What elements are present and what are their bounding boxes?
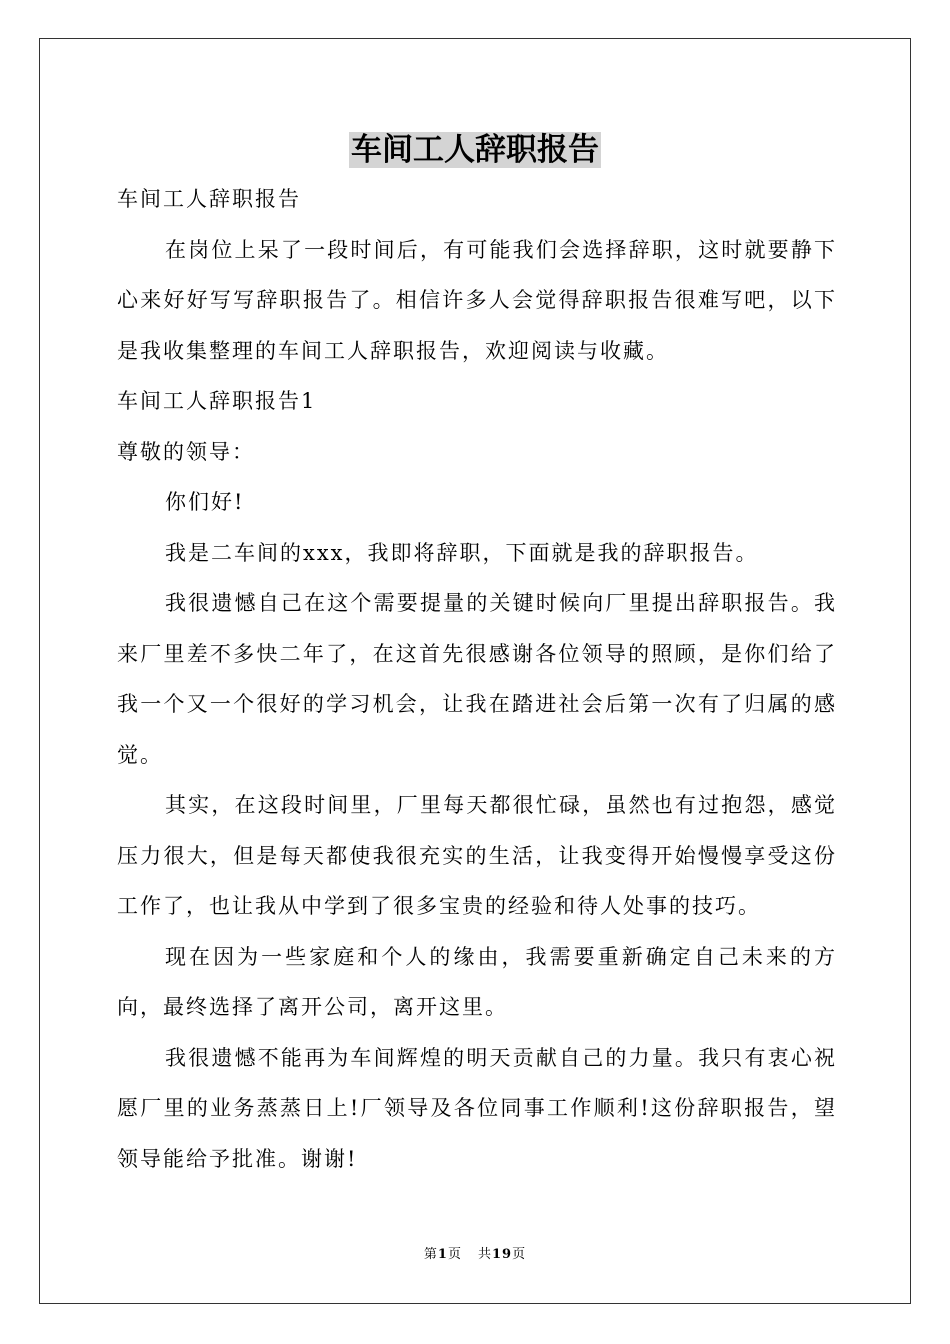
page-total: 共19页 bbox=[477, 1247, 527, 1262]
paragraph: 我是二车间的xxx，我即将辞职，下面就是我的辞职报告。 bbox=[165, 540, 759, 565]
page-footer bbox=[0, 1245, 950, 1265]
paragraph: 尊敬的领导： bbox=[117, 439, 255, 464]
document-body bbox=[117, 174, 837, 1184]
paragraph: 车间工人辞职报告 bbox=[117, 187, 301, 211]
paragraph: 车间工人辞职报告1 bbox=[117, 389, 317, 413]
document-title bbox=[0, 126, 950, 174]
paragraph: 在岗位上呆了一段时间后，有可能我们会选择辞职，这时就要静下心来好好写写辞职报告了。相信许多人会觉得辞职报告很难写吧，以下是我收集整理的车间工人辞职报告，欢迎阅读与收藏。 bbox=[117, 237, 837, 363]
document-title-text: 车间工人辞职报告 bbox=[351, 132, 599, 168]
paragraph: 我很遗憾不能再为车间辉煌的明天贡献自己的力量。我只有衷心祝愿厂里的业务蒸蒸日上!厂领导及各位同事工作顺利!这份辞职报告，望领导能给予批准。谢谢! bbox=[117, 1045, 837, 1171]
paragraph: 现在因为一些家庭和个人的缘由，我需要重新确定自己未来的方向，最终选择了离开公司，离开这里。 bbox=[117, 944, 837, 1019]
page-number: 第1页 bbox=[423, 1247, 462, 1262]
paragraph: 你们好! bbox=[165, 490, 245, 514]
paragraph: 其实，在这段时间里，厂里每天都很忙碌，虽然也有过抱怨，感觉压力很大，但是每天都使我很充实的生活，让我变得开始慢慢享受这份工作了，也让我从中学到了很多宝贵的经验和待人处事的技巧。 bbox=[117, 793, 837, 918]
paragraph: 我很遗憾自己在这个需要提量的关键时候向厂里提出辞职报告。我来厂里差不多快二年了，在这首先很感谢各位领导的照顾，是你们给了我一个又一个很好的学习机会，让我在踏进社会后第一次有了归属的感觉。 bbox=[117, 591, 837, 767]
